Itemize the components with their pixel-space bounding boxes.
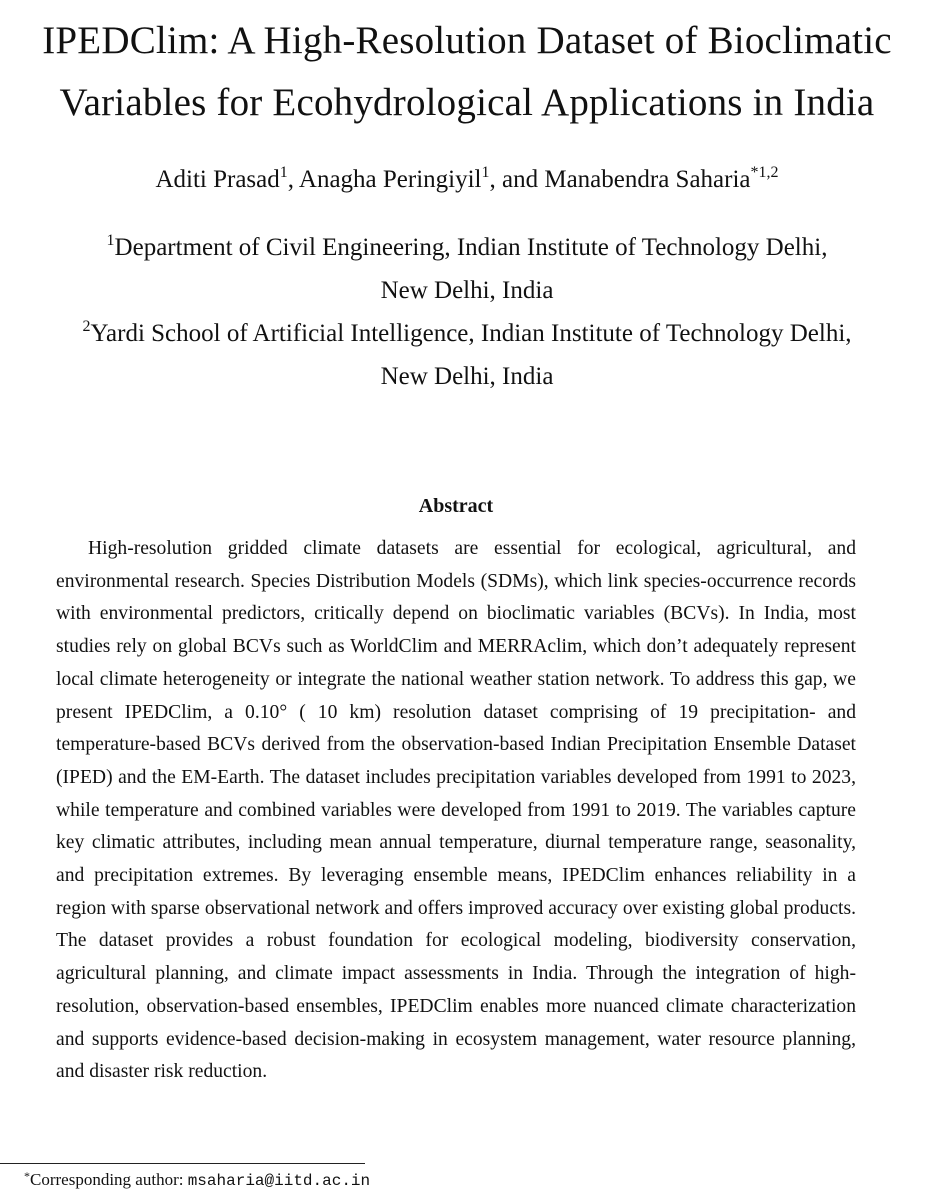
author-separator: , <box>287 166 299 193</box>
corresponding-author-footnote <box>24 1168 370 1193</box>
affiliation-location: New Delhi, India <box>380 363 554 390</box>
abstract-body: High-resolution gridded climate datasets are essential for ecological, agricultural, and environmental research. Species Distribution Models (SDMs), which link species-occurrence records with environmental predictors, critically depend on bioclimatic variables (BCVs). In India, most studies rely on global BCVs such as WorldClim and MERRAclim, which don’t adequately represent local climate heterogeneity or integrate the national weather station network. To address this gap, we present IPEDClim, a 0.10° ( 10 km) resolution dataset comprising of 19 precipitation- and temperature-based BCVs derived from the observation-based Indian Precipitation Ensemble Dataset (IPED) and the EM-Earth. The dataset includes precipitation variables developed from 1991 to 2023, while temperature and combined variables were developed from 1991 to 2019. The variables capture key climatic attributes, including mean annual temperature, diurnal temperature range, seasonality, and precipitation extremes. By leveraging ensemble means, IPEDClim enhances reliability in a region with sparse observational network and offers improved accuracy over existing global products. The dataset provides a robust foundation for ecological modeling, biodiversity conservation, agricultural planning, and climate impact assessments in India. Through the integration of high-resolution, observation-based ensembles, IPEDClim enables more nuanced climate characterization and supports evidence-based decision-making in ecosystem management, water resource planning, and disaster risk reduction. <box>56 538 856 1083</box>
title-line-1: IPEDClim: A High-Resolution Dataset of Bioclimatic <box>42 19 892 62</box>
footnote-divider <box>0 1163 365 1164</box>
affiliation-mark: 2 <box>82 318 91 335</box>
author-affiliation-mark: 1 <box>481 164 490 181</box>
footnote-label: Corresponding author: <box>30 1170 188 1189</box>
paper-title <box>0 10 934 134</box>
affiliation-line: Department of Civil Engineering, Indian Institute of Technology Delhi, <box>114 234 828 261</box>
affiliation-1 <box>0 226 934 312</box>
abstract-heading: Abstract <box>418 495 494 517</box>
footnote-mark: * <box>24 1169 30 1183</box>
author-name: Anagha Peringiyil <box>298 166 482 193</box>
affiliation-location: New Delhi, India <box>380 277 554 304</box>
author-list <box>0 162 934 198</box>
author-name: Aditi Prasad <box>155 166 280 193</box>
author-name: Manabendra Saharia <box>544 166 751 193</box>
title-line-2: Variables for Ecohydrological Applications in India <box>59 81 875 124</box>
corresponding-email-link[interactable]: msaharia@iitd.ac.in <box>187 1172 371 1190</box>
author-affiliation-mark: 1 <box>279 164 288 181</box>
affiliation-mark: 1 <box>106 232 115 249</box>
affiliation-2 <box>0 312 934 398</box>
affiliation-line: Yardi School of Artificial Intelligence, Indian Institute of Technology Delhi, <box>90 320 852 347</box>
author-separator: , and <box>489 166 545 193</box>
author-affiliation-mark: *1,2 <box>750 164 779 181</box>
